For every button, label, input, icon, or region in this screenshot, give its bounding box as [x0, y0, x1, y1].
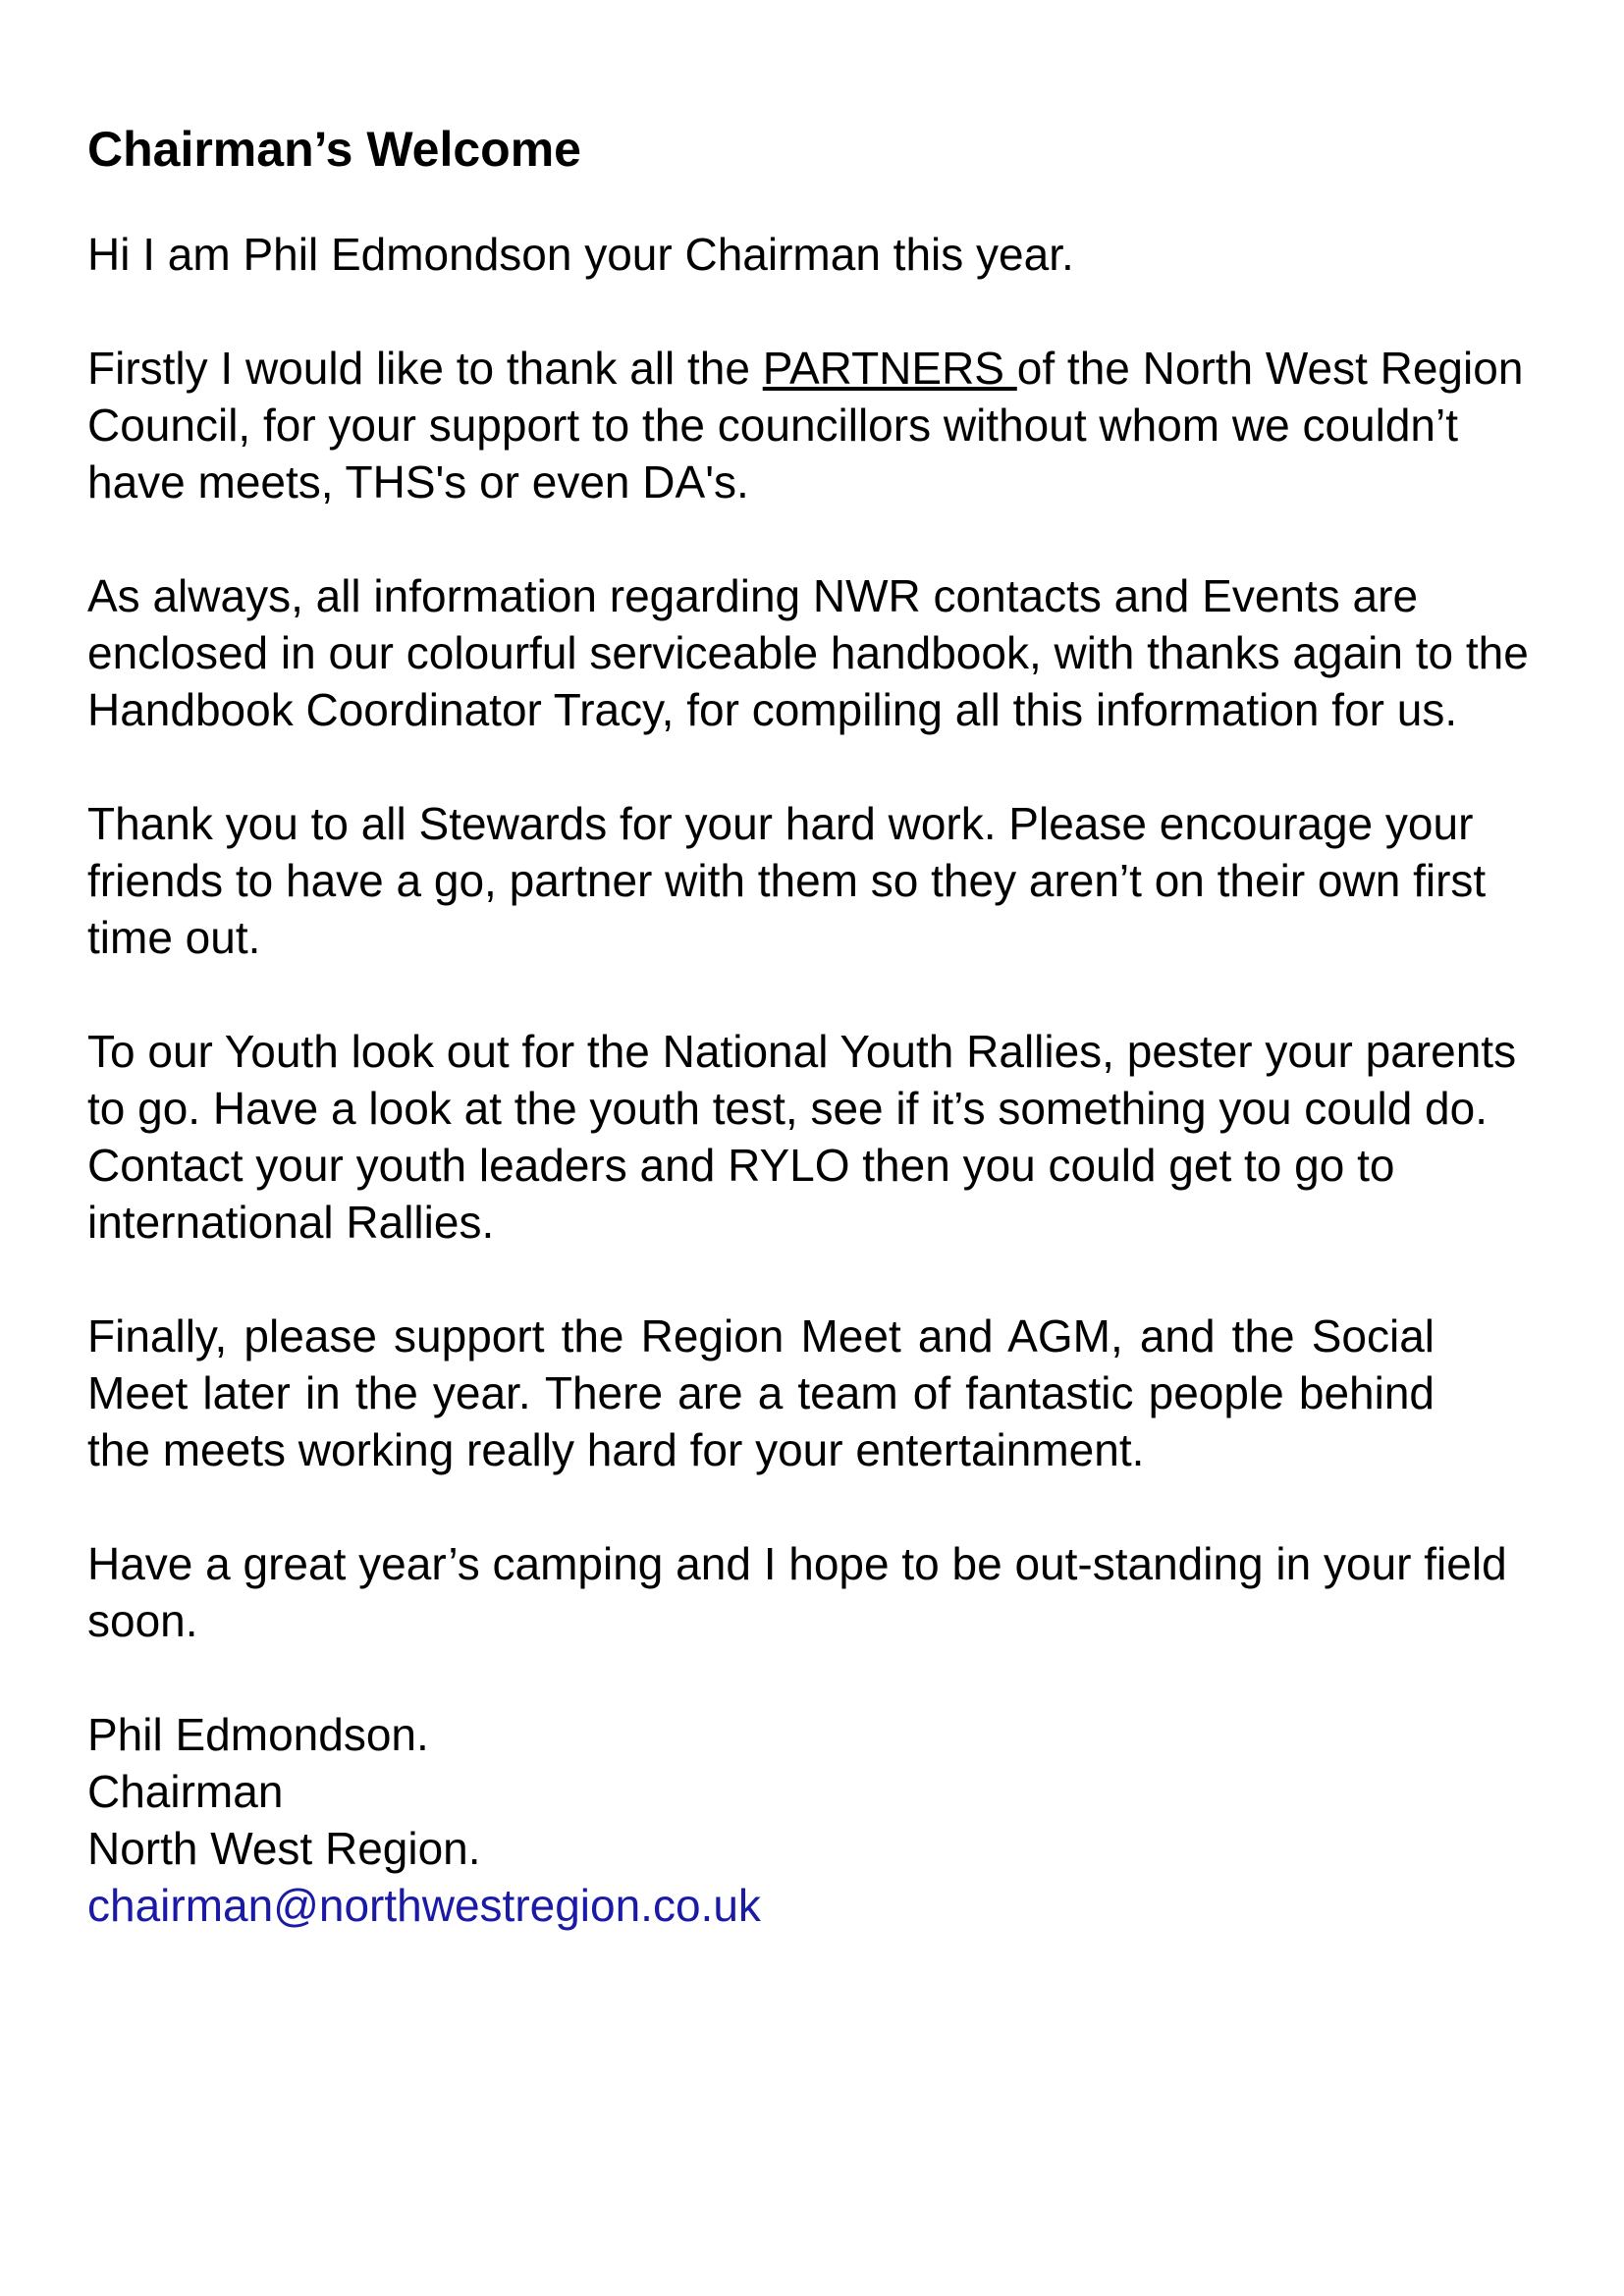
signature-name: Phil Edmondson. — [87, 1709, 429, 1760]
stewards-paragraph: Thank you to all Stewards for your hard work. Please encourage your friends to have a go, partner with them so they aren’t on their own first time out. — [87, 798, 1487, 963]
partners-paragraph-end: of the North West Region Council, for your support to the councillors without whom we couldn’t have meets, THS's or even DA's. — [87, 343, 1524, 507]
page-title: Chairman’s Welcome — [87, 122, 581, 177]
document-page — [87, 118, 1531, 1934]
partners-paragraph — [87, 340, 1531, 510]
youth-paragraph: To our Youth look out for the National Youth Rallies, pester your parents to go. Have a look at the youth test, see if it’s something you could do. Contact your youth leaders and RYLO then you could get to go to international Rallies. — [87, 1026, 1517, 1248]
email-link[interactable]: chairman@northwestregion.co.uk — [87, 1880, 761, 1931]
closing-paragraph: Have a great year’s camping and I hope to be out-standing in your field soon. — [87, 1538, 1507, 1646]
signature-block — [87, 1706, 1531, 1934]
signature-org: North West Region. — [87, 1823, 481, 1874]
handbook-paragraph: As always, all information regarding NWR contacts and Events are enclosed in our colourful serviceable handbook, with thanks again to the Handbook Coordinator Tracy, for compiling all this information for us. — [87, 570, 1529, 735]
signature-role: Chairman — [87, 1766, 284, 1817]
meets-paragraph: Finally, please support the Region Meet and AGM, and the Social Meet later in the year. There are a team of fantastic people behind the meets working really hard for your entertainment. — [87, 1310, 1435, 1475]
partners-paragraph-start: Firstly I would like to thank all the — [87, 343, 763, 394]
intro-paragraph: Hi I am Phil Edmondson your Chairman this year. — [87, 229, 1074, 280]
partners-underlined: PARTNERS — [762, 343, 1017, 394]
